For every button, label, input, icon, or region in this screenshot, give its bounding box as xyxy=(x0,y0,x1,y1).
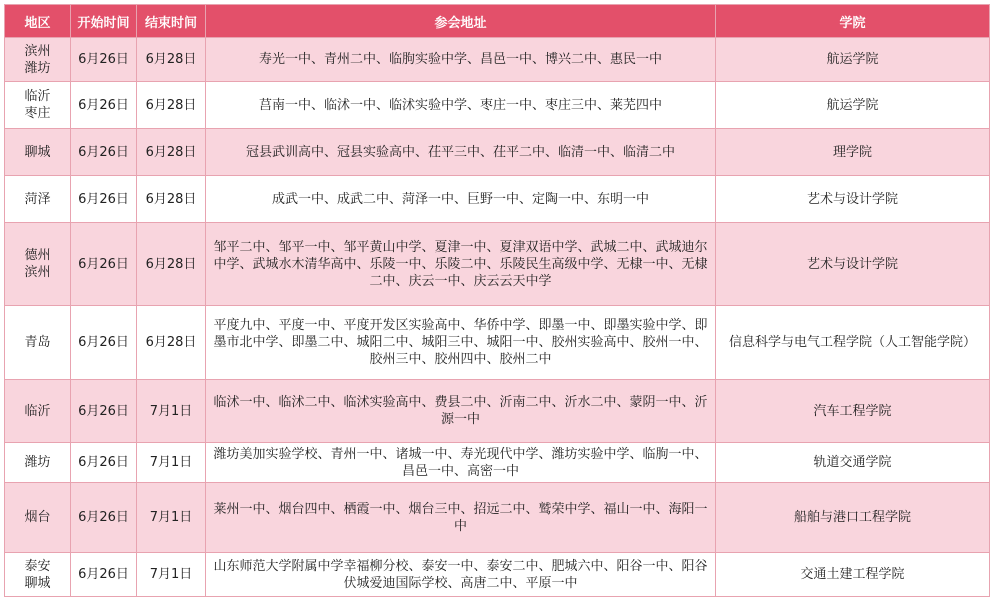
header-venue: 参会地址 xyxy=(206,5,716,38)
table-row xyxy=(5,553,990,597)
cell-college: 艺术与设计学院 xyxy=(716,176,990,223)
cell-college: 轨道交通学院 xyxy=(716,443,990,483)
table-row xyxy=(5,306,990,380)
table-row xyxy=(5,443,990,483)
table-row xyxy=(5,483,990,553)
cell-college: 航运学院 xyxy=(716,82,990,129)
cell-college: 理学院 xyxy=(716,129,990,176)
table-row xyxy=(5,176,990,223)
cell-region: 菏泽 xyxy=(5,176,71,223)
cell-venue: 邹平二中、邹平一中、邹平黄山中学、夏津一中、夏津双语中学、武城二中、武城迪尔中学、武城水木清华高中、乐陵一中、乐陵二中、乐陵民生高级中学、无棣一中、无棣二中、庆云一中、庆云云天中学 xyxy=(206,223,716,306)
cell-venue: 平度九中、平度一中、平度开发区实验高中、华侨中学、即墨一中、即墨实验中学、即墨市北中学、即墨二中、城阳二中、城阳三中、城阳一中、胶州实验高中、胶州一中、胶州三中、胶州四中、胶州二中 xyxy=(206,306,716,380)
table-row xyxy=(5,223,990,306)
cell-college: 船舶与港口工程学院 xyxy=(716,483,990,553)
cell-venue: 成武一中、成武二中、菏泽一中、巨野一中、定陶一中、东明一中 xyxy=(206,176,716,223)
header-start-time: 开始时间 xyxy=(71,5,137,38)
cell-start: 6月26日 xyxy=(71,483,137,553)
cell-end: 6月28日 xyxy=(137,82,206,129)
cell-start: 6月26日 xyxy=(71,223,137,306)
table-header-row xyxy=(5,5,990,38)
table-row xyxy=(5,129,990,176)
cell-region: 滨州 潍坊 xyxy=(5,38,71,82)
cell-venue: 山东师范大学附属中学幸福柳分校、泰安一中、泰安二中、肥城六中、阳谷一中、阳谷伏城爱迪国际学校、高唐二中、平原一中 xyxy=(206,553,716,597)
cell-venue: 冠县武训高中、冠县实验高中、茌平三中、茌平二中、临清一中、临清二中 xyxy=(206,129,716,176)
cell-college: 信息科学与电气工程学院（人工智能学院） xyxy=(716,306,990,380)
cell-start: 6月26日 xyxy=(71,306,137,380)
cell-region: 烟台 xyxy=(5,483,71,553)
cell-start: 6月26日 xyxy=(71,129,137,176)
cell-end: 7月1日 xyxy=(137,553,206,597)
cell-end: 6月28日 xyxy=(137,129,206,176)
cell-end: 7月1日 xyxy=(137,443,206,483)
cell-venue: 潍坊美加实验学校、青州一中、诸城一中、寿光现代中学、潍坊实验中学、临朐一中、昌邑一中、高密一中 xyxy=(206,443,716,483)
cell-region: 临沂 枣庄 xyxy=(5,82,71,129)
cell-end: 6月28日 xyxy=(137,223,206,306)
cell-end: 6月28日 xyxy=(137,306,206,380)
cell-region: 泰安 聊城 xyxy=(5,553,71,597)
cell-end: 7月1日 xyxy=(137,380,206,443)
cell-start: 6月26日 xyxy=(71,553,137,597)
table-row xyxy=(5,380,990,443)
cell-end: 7月1日 xyxy=(137,483,206,553)
header-college: 学院 xyxy=(716,5,990,38)
schedule-table-container xyxy=(4,4,990,597)
cell-end: 6月28日 xyxy=(137,38,206,82)
cell-start: 6月26日 xyxy=(71,82,137,129)
cell-start: 6月26日 xyxy=(71,443,137,483)
cell-region: 聊城 xyxy=(5,129,71,176)
cell-venue: 寿光一中、青州二中、临朐实验中学、昌邑一中、博兴二中、惠民一中 xyxy=(206,38,716,82)
cell-start: 6月26日 xyxy=(71,38,137,82)
cell-start: 6月26日 xyxy=(71,176,137,223)
cell-region: 临沂 xyxy=(5,380,71,443)
cell-region: 潍坊 xyxy=(5,443,71,483)
cell-college: 艺术与设计学院 xyxy=(716,223,990,306)
cell-start: 6月26日 xyxy=(71,380,137,443)
cell-college: 交通土建工程学院 xyxy=(716,553,990,597)
cell-region: 青岛 xyxy=(5,306,71,380)
cell-venue: 临沭一中、临沭二中、临沭实验高中、费县二中、沂南二中、沂水二中、蒙阴一中、沂源一中 xyxy=(206,380,716,443)
cell-end: 6月28日 xyxy=(137,176,206,223)
header-end-time: 结束时间 xyxy=(137,5,206,38)
cell-venue: 莱州一中、烟台四中、栖霞一中、烟台三中、招远二中、鹫荣中学、福山一中、海阳一中 xyxy=(206,483,716,553)
table-row xyxy=(5,38,990,82)
cell-college: 航运学院 xyxy=(716,38,990,82)
cell-college: 汽车工程学院 xyxy=(716,380,990,443)
schedule-table xyxy=(4,4,990,597)
header-region: 地区 xyxy=(5,5,71,38)
cell-venue: 莒南一中、临沭一中、临沭实验中学、枣庄一中、枣庄三中、莱芜四中 xyxy=(206,82,716,129)
cell-region: 德州 滨州 xyxy=(5,223,71,306)
table-row xyxy=(5,82,990,129)
